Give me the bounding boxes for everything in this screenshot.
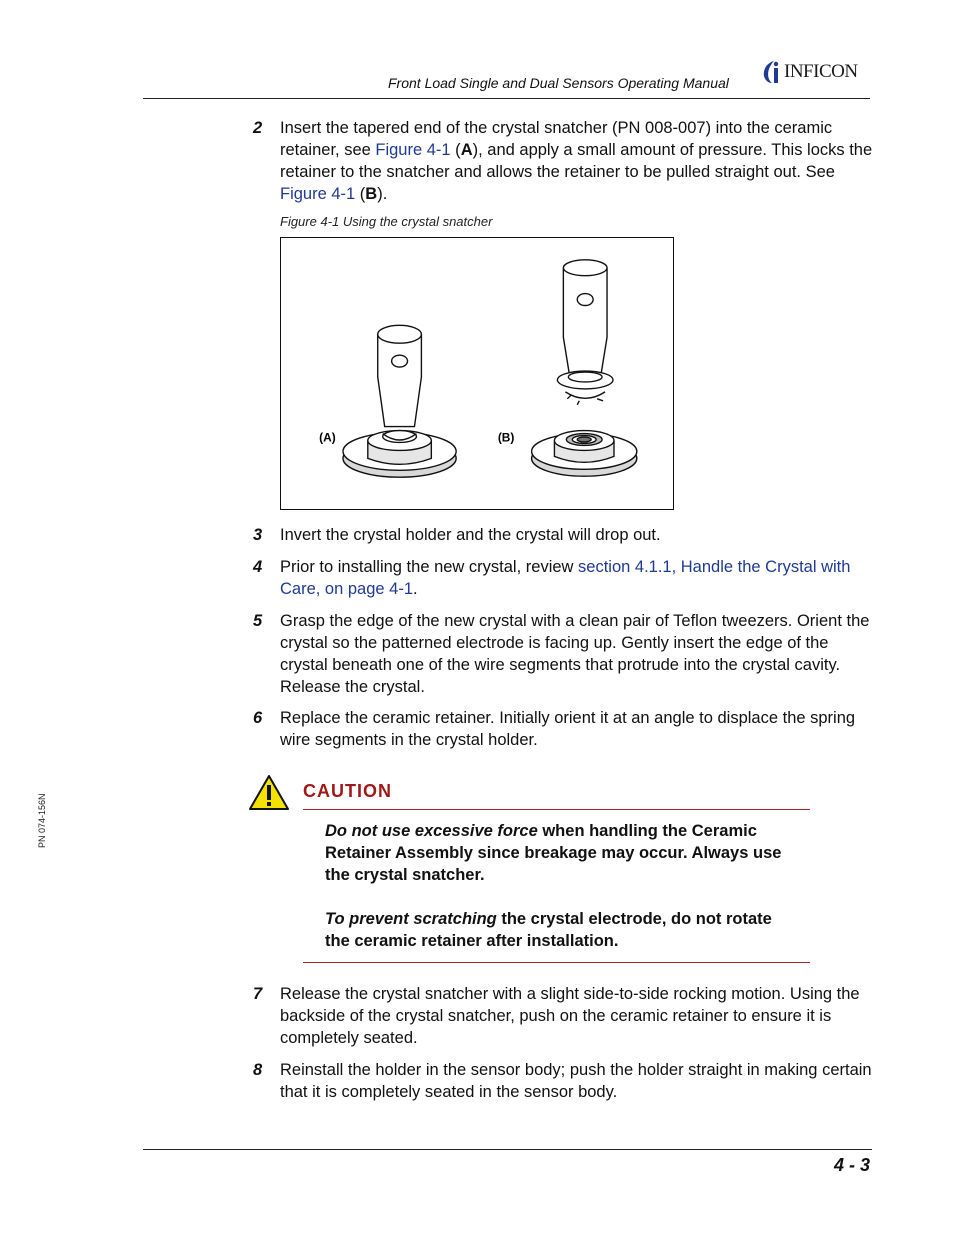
step-text: Replace the ceramic retainer. Initially orient it at an angle to displace the spring wire segments in the crystal holder.: [280, 709, 856, 749]
step-text: Prior to installing the new crystal, review section 4.1.1, Handle the Crystal with Care, on page 4-1.: [280, 558, 851, 598]
step-number: 3: [253, 526, 263, 544]
caution-bottom-rule: [303, 962, 810, 963]
logo-wordmark: INFICON: [784, 61, 858, 82]
step-5: [253, 610, 873, 698]
step-6: [253, 707, 873, 751]
step-text: Release the crystal snatcher with a slight side-to-side rocking motion. Using the backside of the crystal snatcher, push on the ceramic retainer to ensure it is completely seated.: [280, 985, 860, 1047]
caution-heading: CAUTION: [303, 781, 392, 801]
step-8: [253, 1059, 873, 1103]
step-3: [253, 524, 873, 546]
step-4: [253, 556, 873, 600]
inficon-logo: [760, 60, 858, 84]
step-2: [253, 117, 873, 205]
page-number: 4 - 3: [833, 1155, 870, 1175]
figure-caption: Figure 4-1 Using the crystal snatcher: [280, 214, 493, 229]
figure-link[interactable]: Figure 4-1: [280, 185, 356, 203]
step-text: Grasp the edge of the new crystal with a clean pair of Teflon tweezers. Orient the crystal so the patterned electrode is facing up. Gently insert the edge of the crystal beneath one of the wire segments that protrude into the crystal cavity. Release the crystal.: [280, 612, 870, 696]
step-number: 7: [253, 985, 263, 1003]
step-number: 6: [253, 709, 263, 727]
footer-rule: [143, 1149, 872, 1150]
caution-paragraph-2: To prevent scratching the crystal electrode, do not rotate the ceramic retainer after installation.: [325, 910, 772, 950]
inficon-logo-icon: [760, 60, 782, 84]
crystal-snatcher-illustration: [281, 238, 673, 509]
step-text: Insert the tapered end of the crystal snatcher (PN 008-007) into the ceramic retainer, see Figure 4-1 (A), and apply a small amount of pressure. This locks the retainer to the snatcher and allows the retainer to be pulled straight out. See Figure 4-1 (B).: [280, 119, 873, 203]
figure-crystal-snatcher: [280, 237, 674, 510]
caution-paragraph-1: Do not use excessive force when handling the Ceramic Retainer Assembly since breakage may occur. Always use the crystal snatcher.: [325, 822, 782, 884]
section-link[interactable]: section 4.1.1, Handle the Crystal with Care, on page 4-1: [280, 558, 851, 598]
figure-label-b: (B): [497, 430, 515, 445]
part-number-side-label: PN 074-156N: [37, 793, 47, 848]
figure-label-a: (A): [319, 430, 336, 445]
step-number: 8: [253, 1061, 263, 1079]
caution-top-rule: [303, 809, 810, 810]
figure-link[interactable]: Figure 4-1: [375, 141, 451, 159]
step-number: 2: [253, 119, 263, 137]
step-number: 4: [253, 558, 263, 576]
step-7: [253, 983, 873, 1049]
step-text: Invert the crystal holder and the crystal will drop out.: [280, 526, 661, 544]
header-rule: [143, 98, 870, 99]
running-header-title: Front Load Single and Dual Sensors Operating Manual: [388, 75, 729, 91]
step-text: Reinstall the holder in the sensor body; push the holder straight in making certain that it is completely seated in the sensor body.: [280, 1061, 872, 1101]
step-number: 5: [253, 612, 263, 630]
warning-triangle-icon: [248, 774, 290, 812]
